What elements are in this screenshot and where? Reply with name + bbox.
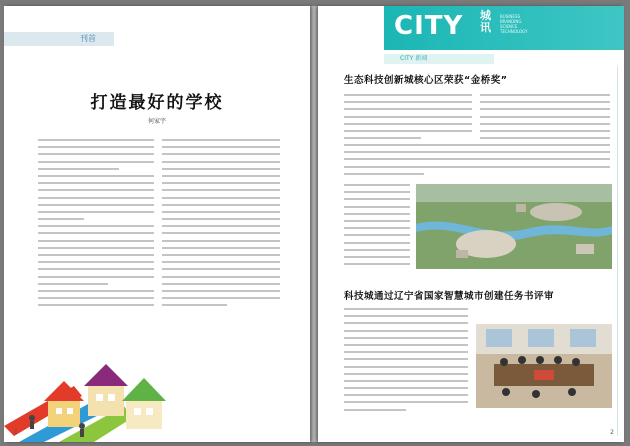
news1-text-col-3 [344,144,610,180]
article-title: 打造最好的学校 [90,93,224,113]
news1-text-col-1 [344,94,472,144]
aerial-render-photo [416,184,612,269]
city-banner [384,6,624,50]
headline-2: 科技城通过辽宁省国家智慧城市创建任务书评审 [344,291,555,302]
logo-tags: BUSINESS BRANDING SCIENCE TECHNOLOGY [500,14,528,34]
logo-city: CITY [394,11,464,41]
news1-text-col-2 [480,94,610,144]
body-text-column-1 [38,139,154,312]
section-label: CITY 新闻 [384,54,494,64]
news1-text-col-4 [344,184,410,270]
news2-text-col-1 [344,308,468,416]
meeting-photo [476,324,612,408]
book-spine [310,6,318,442]
logo-chinese: 城讯 [480,9,491,34]
margin-rule [617,66,618,436]
author: 何家宇 [147,118,166,125]
right-page [318,6,624,442]
column-tag: 刊首 [4,32,114,46]
headline-1: 生态科技创新城核心区荣获“金桥奖” [344,75,508,86]
page-number: 1 [14,429,18,436]
houses-arrows-illustration [4,306,179,442]
left-page [4,6,310,442]
page-number: 2 [610,429,614,436]
body-text-column-2 [162,139,280,312]
